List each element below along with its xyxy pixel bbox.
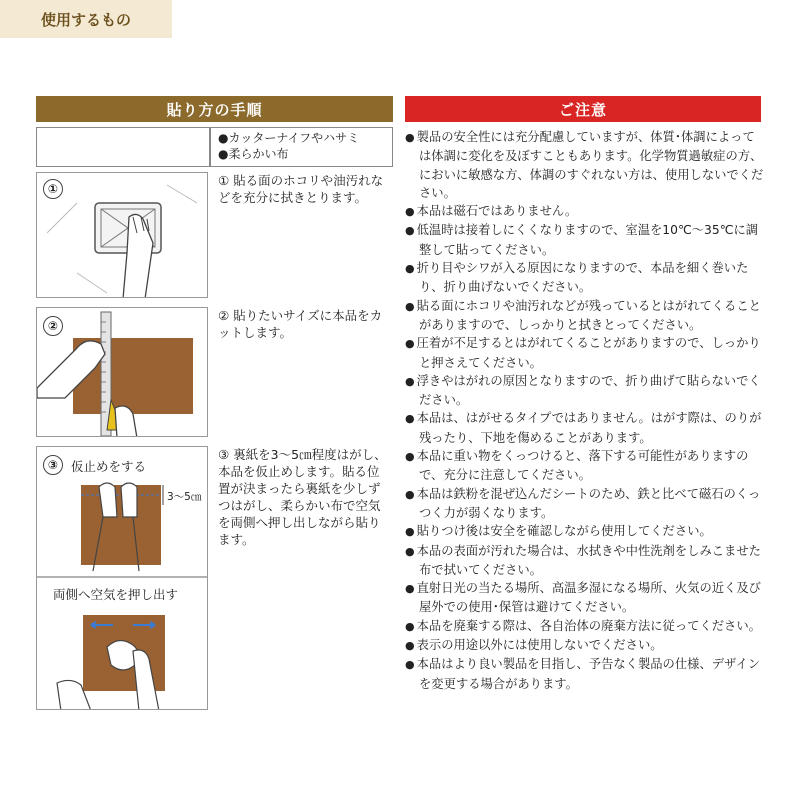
step3-figure xyxy=(36,446,208,710)
caution-item: ● 圧着が不足するとはがれてくることがありますので、しっかりと押さえてください。 xyxy=(405,334,765,372)
step3-text: ③ 裏紙を3～5㎝程度はがし、本品を仮止めします。貼る位置が決まったら裏紙を少しずつはがし、柔らかい布で空気を両側へ押し出しながら貼ります。 xyxy=(218,447,387,547)
use-things-label: 使用するもの xyxy=(0,0,172,38)
use-things-item-cloth: ●柔らかい布 xyxy=(218,147,289,161)
caution-item: ● 本品に重い物をくっつけると、落下する可能性がありますので、充分に注意してください。 xyxy=(405,447,765,485)
caution-item: ● 本品は磁石ではありません。 xyxy=(405,202,765,221)
caution-item: ● 貼りつけ後は安全を確認しながら使用してください。 xyxy=(405,522,765,541)
caution-item: ● 浮きやはがれの原因となりますので、折り曲げて貼らないでください。 xyxy=(405,372,765,410)
caution-item: ● 本品は鉄粉を混ぜ込んだシートのため、鉄と比べて磁石のくっつく力が弱くなります。 xyxy=(405,485,765,523)
caution-item: ● 本品は、はがせるタイプではありません。はがす際は、のりが残ったり、下地を傷めることがあります。 xyxy=(405,409,765,447)
caution-item: ● 本品の表面が汚れた場合は、水拭きや中性洗剤をしみこませた布で拭いてください。 xyxy=(405,542,765,580)
step2-text: ② 貼りたいサイズに本品をカットします。 xyxy=(218,308,383,340)
step3-number: ③ xyxy=(43,455,63,475)
caution-item: ● 直射日光の当たる場所、高温多湿になる場所、火気の近く及び屋外での使用･保管は避けてください。 xyxy=(405,579,765,617)
wiping-illustration xyxy=(37,173,208,298)
step1-number: ① xyxy=(43,179,63,199)
caution-item: ● 本品はより良い製品を目指し、予告なく製品の仕様、デザインを変更する場合があります。 xyxy=(405,655,765,693)
step2-number: ② xyxy=(43,316,63,336)
caution-list xyxy=(405,128,765,693)
caution-item: ● 本品を廃棄する際は、各自治体の廃棄方法に従ってください。 xyxy=(405,617,765,636)
step3-caption-bottom: 両側へ空気を押し出す xyxy=(53,587,179,602)
caution-item: ● 貼る面にホコリや油汚れなどが残っているとはがれてくることがありますので、しっかりと拭きとってください。 xyxy=(405,297,765,335)
step3-measure-label: 3～5㎝ xyxy=(167,491,202,503)
use-things-item-cutter: ●カッターナイフやハサミ xyxy=(218,131,360,145)
step2-figure xyxy=(36,307,208,437)
step3-caption-top: 仮止めをする xyxy=(71,459,147,474)
cutting-illustration xyxy=(37,308,208,437)
step1-text: ① 貼る面のホコリや油汚れなどを充分に拭きとります。 xyxy=(218,173,384,205)
caution-item: ● 製品の安全性には充分配慮していますが、体質･体調によっては体調に変化を及ぼすこともあります。化学物質過敏症の方、においに敏感な方、体調のすぐれない方は、使用しないでください。 xyxy=(405,128,765,202)
procedure-header: 貼り方の手順 xyxy=(36,96,393,122)
caution-item: ● 折り目やシワが入る原因になりますので、本品を細く巻いたり、折り曲げないでください。 xyxy=(405,259,765,297)
divider xyxy=(209,128,211,166)
caution-item: ● 低温時は接着しにくくなりますので、室温を10℃～35℃に調整して貼ってください。 xyxy=(405,221,765,259)
caution-item: ● 表示の用途以外には使用しないでください。 xyxy=(405,636,765,655)
pasting-illustration xyxy=(37,447,208,710)
step1-figure xyxy=(36,172,208,298)
caution-header: ご注意 xyxy=(405,96,761,122)
